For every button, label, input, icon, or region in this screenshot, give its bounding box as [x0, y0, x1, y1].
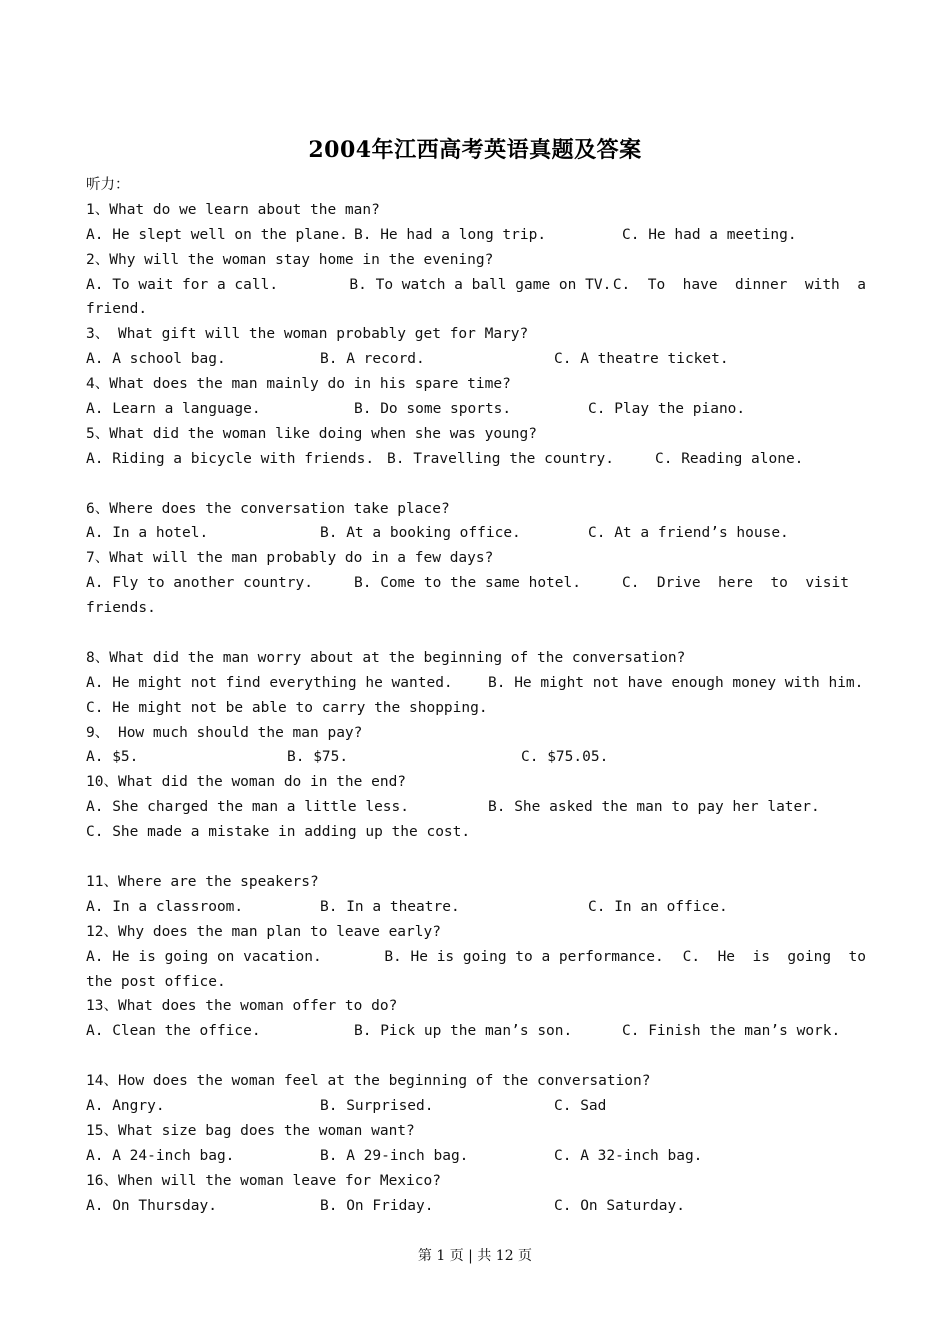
option-c: C. He is going to — [682, 948, 866, 965]
question-8: 8、What did the man worry about at the beginning of the conversation? — [86, 649, 686, 666]
options-7 — [86, 571, 866, 596]
option-c: C. In an office. — [588, 898, 728, 915]
option-c: C. Finish the man’s work. — [622, 1023, 841, 1040]
option-a: A. Clean the office. — [86, 1023, 261, 1040]
options-12 — [86, 945, 866, 970]
options-1 — [86, 223, 866, 248]
option-b: B. Pick up the man’s son. — [354, 1023, 573, 1040]
spacer — [86, 1044, 866, 1069]
options-10 — [86, 795, 866, 820]
option-c: C. A theatre ticket. — [554, 351, 729, 368]
options-14 — [86, 1094, 866, 1119]
option-a: A. A 24-inch bag. — [86, 1147, 235, 1164]
option-b: B. Travelling the country. — [387, 450, 614, 467]
option-b: B. He had a long trip. — [354, 226, 547, 243]
option-b: B. He is going to a performance. — [384, 948, 664, 965]
question-1: 1、What do we learn about the man? — [86, 201, 380, 218]
option-c: C. He might not be able to carry the shopping. — [86, 699, 488, 716]
option-c: C. To have dinner with a — [612, 276, 866, 293]
spacer — [86, 472, 866, 497]
question-12: 12、Why does the man plan to leave early? — [86, 923, 441, 940]
question-4: 4、What does the man mainly do in his spare time? — [86, 376, 511, 393]
section-label: 听力： — [86, 177, 130, 193]
option-c: C. $75.05. — [521, 749, 609, 766]
options-16 — [86, 1194, 866, 1219]
page-footer: 第 1 页 | 共 12 页 — [417, 1248, 533, 1264]
question-6: 6、Where does the conversation take place? — [86, 500, 450, 517]
option-b: B. Come to the same hotel. — [354, 575, 581, 592]
option-c-continued: friends. — [86, 600, 156, 617]
spacer — [86, 621, 866, 646]
option-c: C. He had a meeting. — [622, 226, 797, 243]
options-2 — [86, 273, 866, 298]
option-a: A. Angry. — [86, 1097, 165, 1114]
options-15 — [86, 1144, 866, 1169]
option-a: A. He might not find everything he wanted. — [86, 674, 453, 691]
option-b: B. A 29-inch bag. — [320, 1147, 469, 1164]
option-c: C. At a friend’s house. — [588, 525, 789, 542]
option-c: C. A 32-inch bag. — [554, 1147, 703, 1164]
options-4 — [86, 397, 866, 422]
option-a: A. He slept well on the plane. — [86, 226, 348, 243]
options-9 — [86, 745, 866, 770]
option-b: B. A record. — [320, 351, 425, 368]
options-3 — [86, 347, 866, 372]
question-9: 9、 How much should the man pay? — [86, 724, 363, 741]
option-a: A. In a classroom. — [86, 898, 244, 915]
option-a: A. On Thursday. — [86, 1197, 217, 1214]
question-15: 15、What size bag does the woman want? — [86, 1122, 415, 1139]
option-a: A. To wait for a call. — [86, 276, 279, 293]
option-c-continued: friend. — [86, 301, 148, 318]
option-a: A. Fly to another country. — [86, 575, 313, 592]
question-2: 2、Why will the woman stay home in the evening? — [86, 251, 494, 268]
spacer — [86, 845, 866, 870]
option-a: A. A school bag. — [86, 351, 226, 368]
option-c: C. Play the piano. — [588, 401, 746, 418]
option-b: B. She asked the man to pay her later. — [488, 799, 820, 816]
option-a: A. She charged the man a little less. — [86, 799, 410, 816]
question-10: 10、What did the woman do in the end? — [86, 774, 407, 791]
option-a: A. Learn a language. — [86, 401, 261, 418]
option-b: B. On Friday. — [320, 1197, 434, 1214]
option-b: B. He might not have enough money with him. — [488, 674, 864, 691]
options-6 — [86, 521, 866, 546]
listening-section — [86, 173, 866, 1218]
question-16: 16、When will the woman leave for Mexico? — [86, 1172, 441, 1189]
option-a: A. Riding a bicycle with friends. — [86, 450, 375, 467]
page-title: 2004年江西高考英语真题及答案 — [308, 137, 642, 163]
option-b: B. Do some sports. — [354, 401, 512, 418]
question-13: 13、What does the woman offer to do? — [86, 998, 398, 1015]
option-a: A. He is going on vacation. — [86, 948, 322, 965]
options-13 — [86, 1019, 866, 1044]
options-8 — [86, 671, 866, 696]
options-5 — [86, 447, 866, 472]
question-7: 7、What will the man probably do in a few days? — [86, 550, 494, 567]
option-b: B. Surprised. — [320, 1097, 434, 1114]
option-c: C. She made a mistake in adding up the cost. — [86, 824, 471, 841]
options-11 — [86, 895, 866, 920]
option-c: C. On Saturday. — [554, 1197, 685, 1214]
option-c: C. Drive here to visit — [622, 575, 849, 592]
option-b: B. In a theatre. — [320, 898, 460, 915]
option-a: A. $5. — [86, 749, 139, 766]
option-a: A. In a hotel. — [86, 525, 209, 542]
option-c: C. Sad — [554, 1097, 607, 1114]
question-3: 3、 What gift will the woman probably get for Mary? — [86, 326, 529, 343]
option-b: B. At a booking office. — [320, 525, 521, 542]
question-14: 14、How does the woman feel at the beginning of the conversation? — [86, 1073, 651, 1090]
option-c-continued: the post office. — [86, 973, 226, 990]
question-5: 5、What did the woman like doing when she was young? — [86, 425, 537, 442]
option-b: B. $75. — [287, 749, 349, 766]
option-c: C. Reading alone. — [655, 450, 804, 467]
question-11: 11、Where are the speakers? — [86, 873, 319, 890]
option-b: B. To watch a ball game on TV. — [349, 276, 612, 293]
